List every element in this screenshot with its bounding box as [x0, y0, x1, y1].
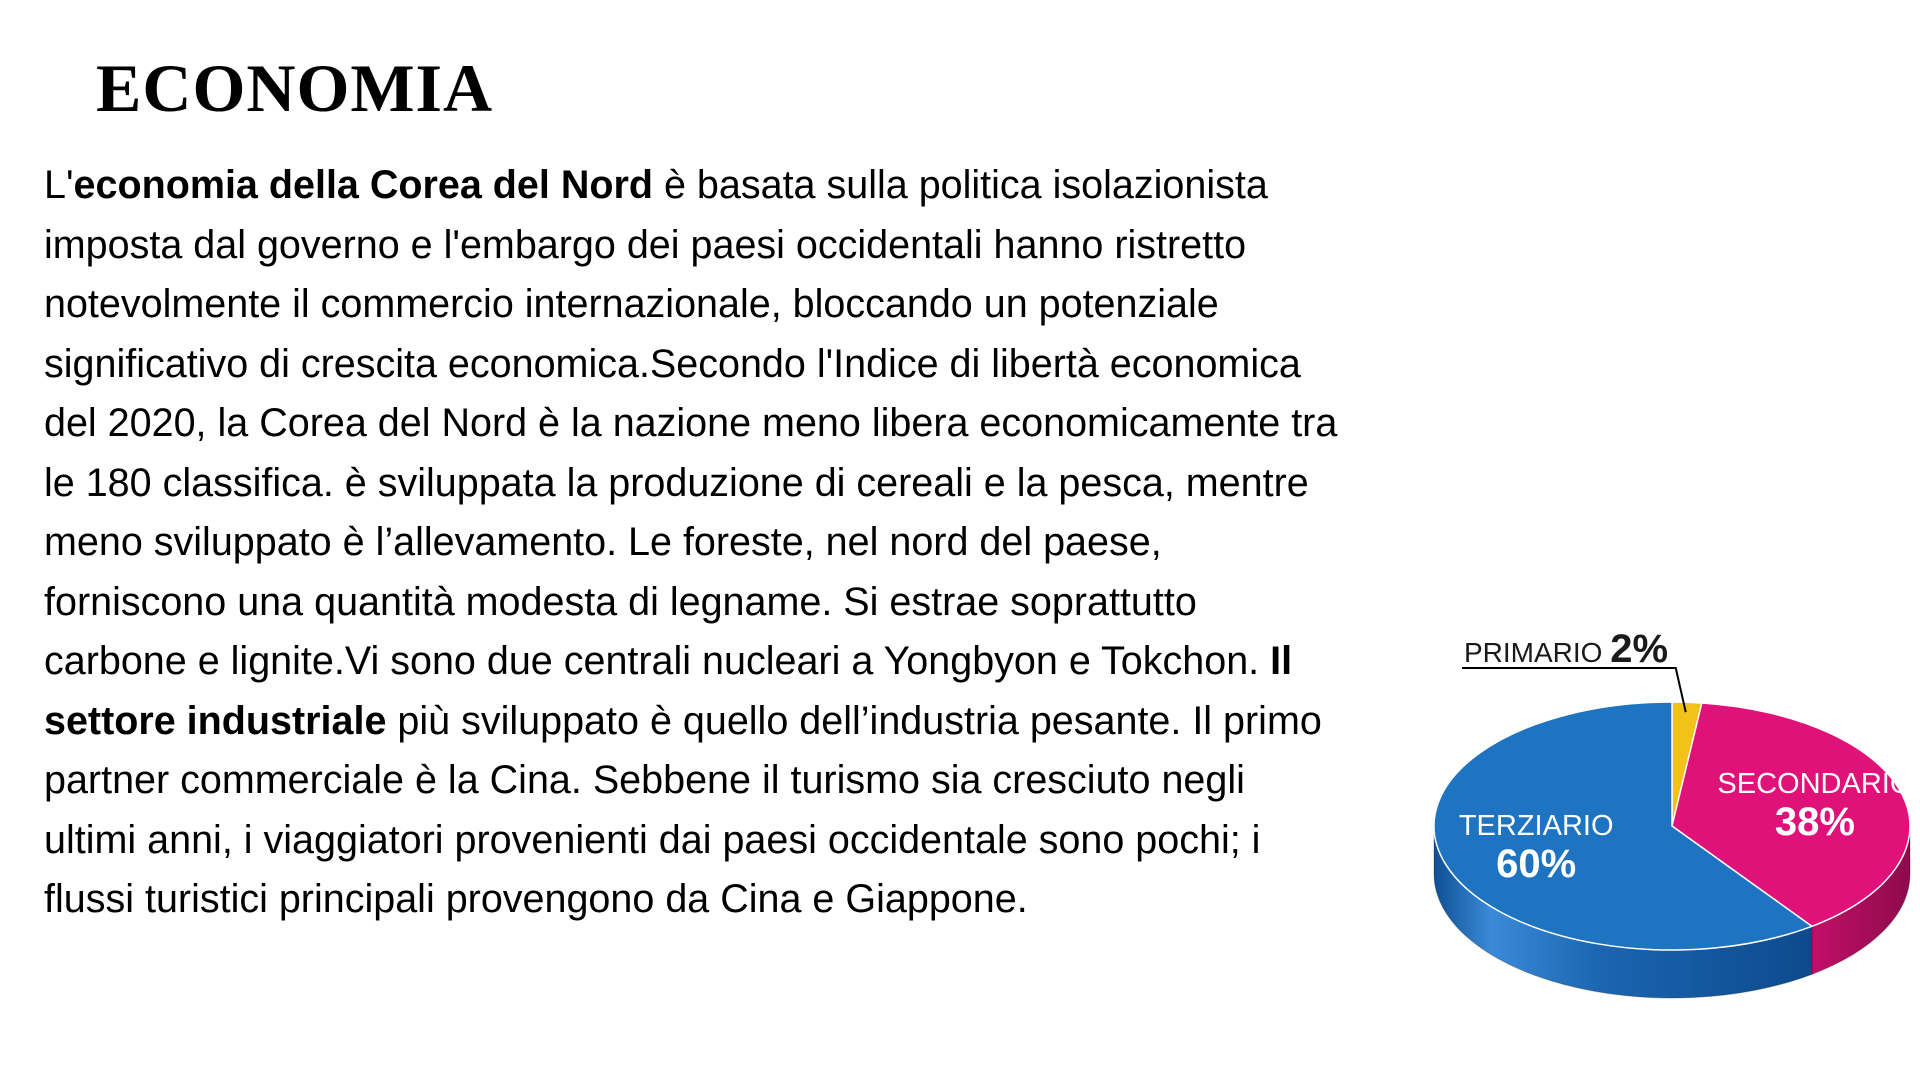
pie-value-secondario: 38%	[1774, 799, 1855, 844]
pie-value-terziario: 60%	[1496, 841, 1577, 886]
pie-label-terziario: TERZIARIO	[1458, 809, 1614, 842]
page-title: ECONOMIA	[96, 50, 494, 126]
bold-phrase-economia: economia della Corea del Nord	[73, 163, 653, 207]
text-segment: L'	[44, 163, 74, 207]
pie-label-secondario: SECONDARIO	[1717, 767, 1913, 800]
economy-paragraph	[44, 156, 1344, 930]
pie-value-primario: 2%	[1610, 627, 1669, 671]
text-segment: più sviluppato è quello dell’industria pesante. Il primo partner commerciale è la Cina. Sebbene il turismo sia cresciuto negli ultimi anni, i viaggiatori provenienti dai paesi occidentale sono pochi; i flussi turistici principali provengono da Cina e Giappone.	[44, 698, 1322, 921]
text-segment: è basata sulla politica isolazionista imposta dal governo e l'embargo dei paesi occidentali hanno ristretto notevolmente il commercio internazionale, bloccando un potenziale significativo di crescita economica.Secondo l'Indice di libertà economica del 2020, la Corea del Nord è la nazione meno libera economicamente tra le 180 classifica. è sviluppata la produzione di cereali e la pesca, mentre meno sviluppato è l’allevamento. Le foreste, nel nord del paese, forniscono una quantità modesta di legname. Si estrae soprattutto carbone e lignite.Vi sono due centrali nucleari a Yongbyon e Tokchon.	[44, 163, 1338, 683]
bold-phrase-settore-industriale: Il settore industriale	[44, 639, 1293, 743]
pie-label-primario: PRIMARIO 2%	[1464, 627, 1669, 671]
sector-pie-chart	[1380, 627, 1920, 1080]
